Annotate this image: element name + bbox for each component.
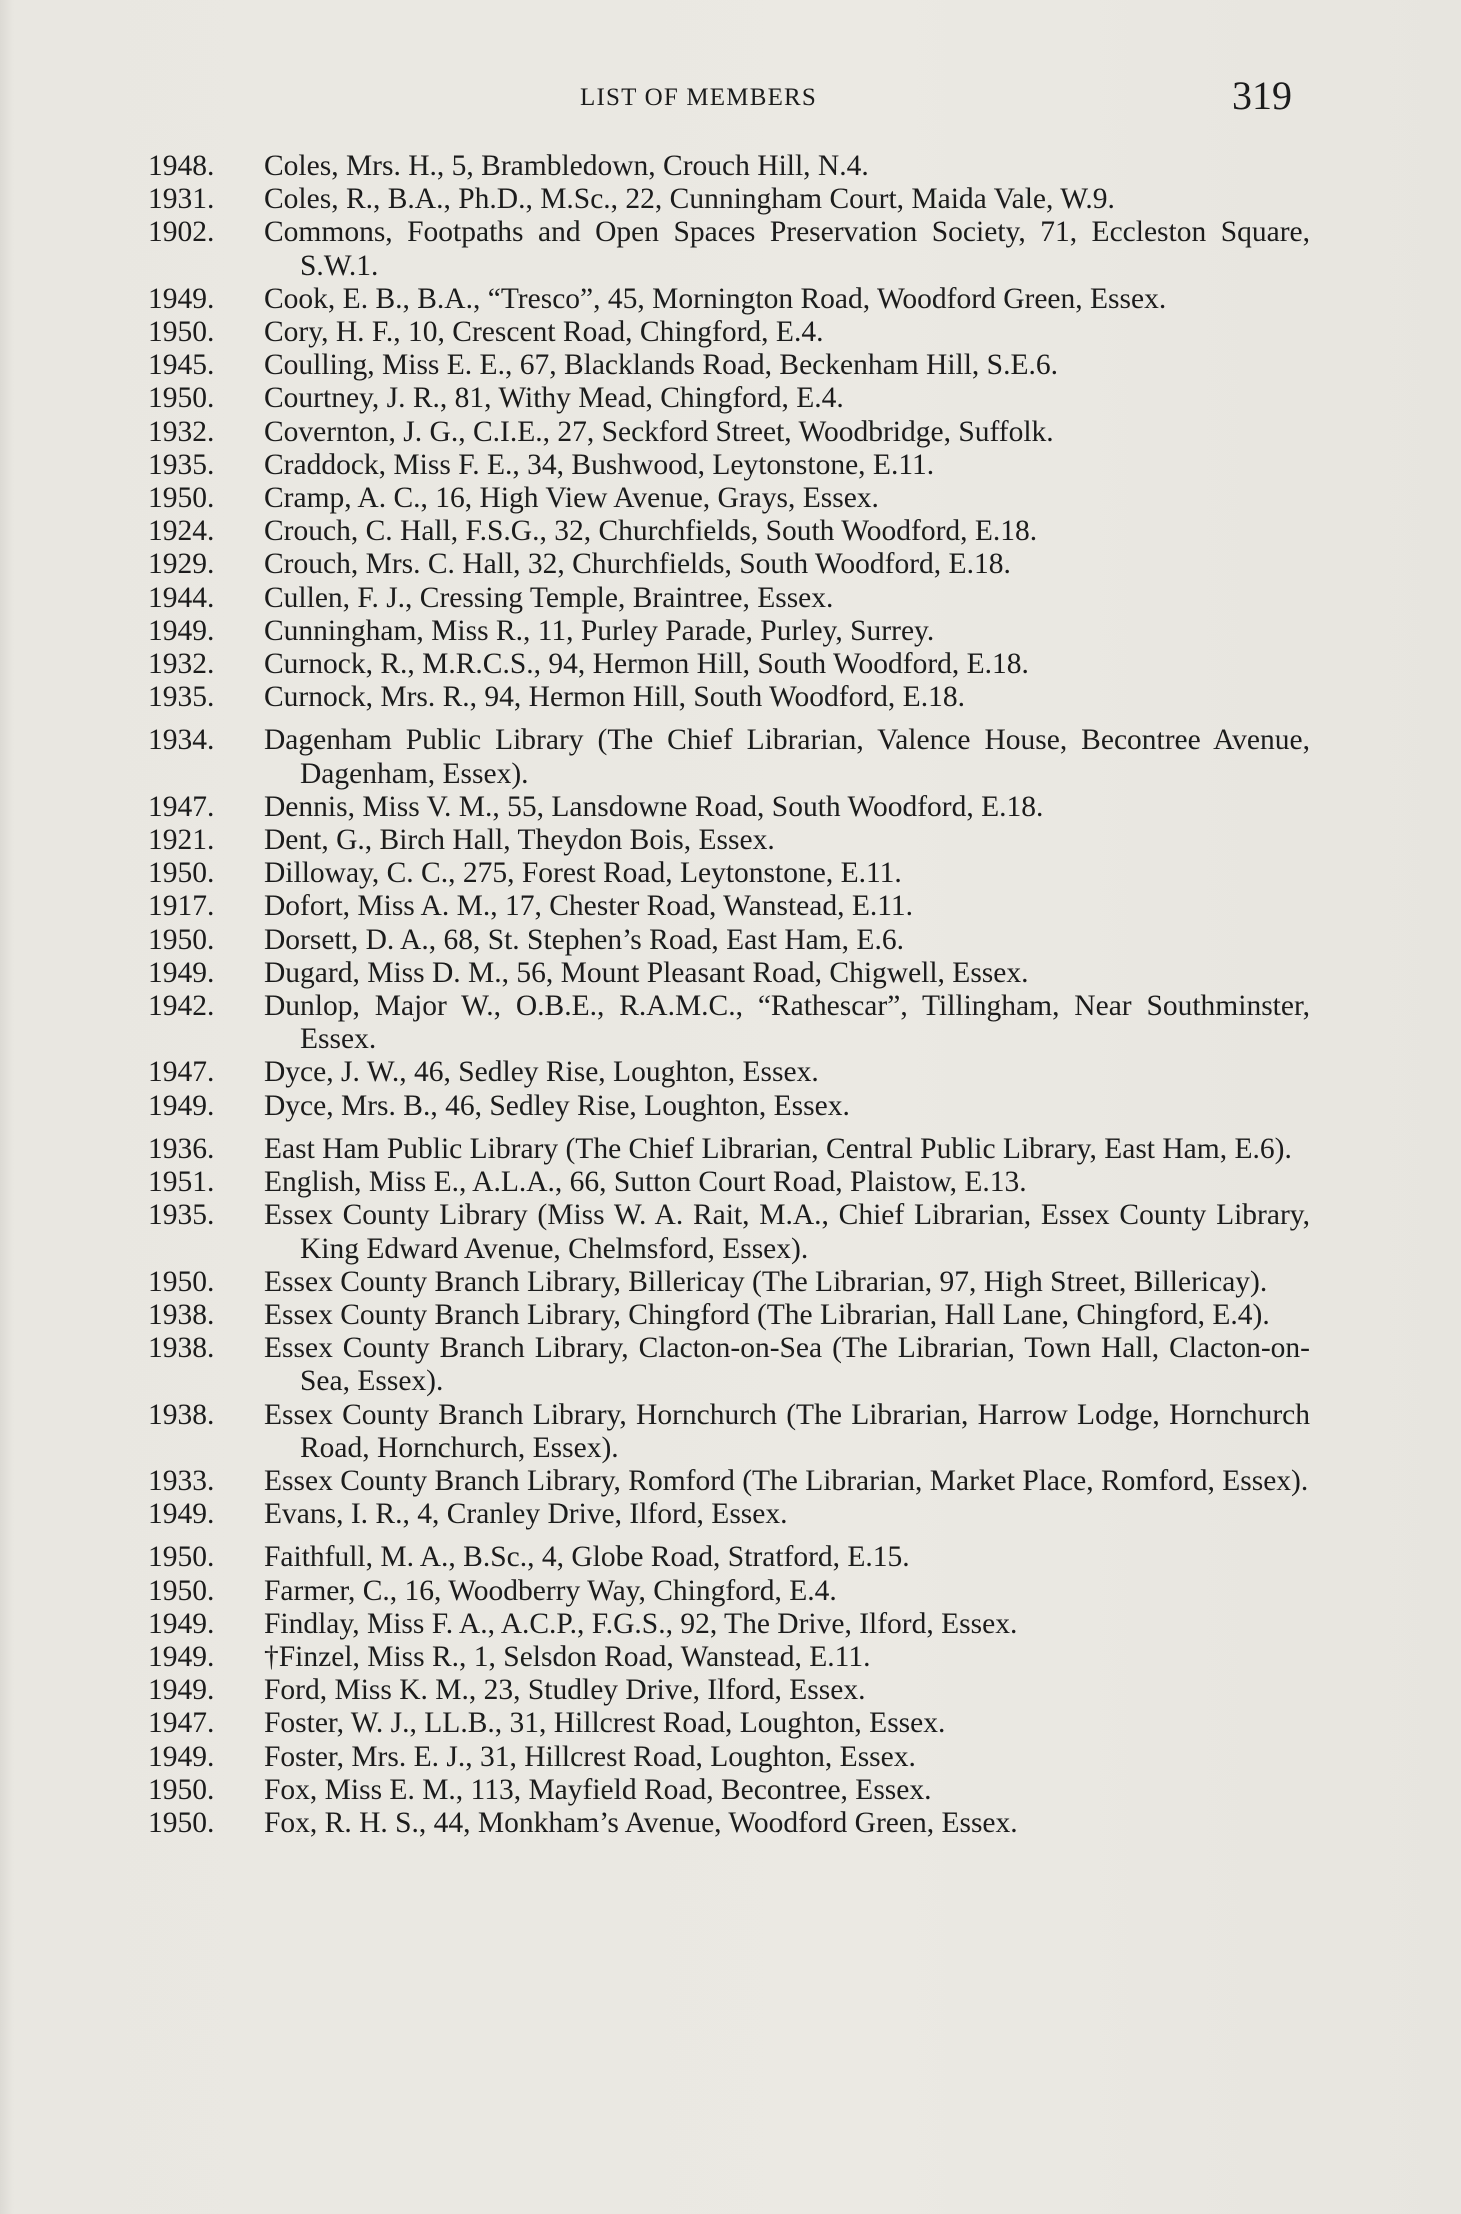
- member-year: 1929.: [148, 548, 215, 581]
- member-year: 1902.: [148, 216, 215, 249]
- members-list: [148, 150, 1310, 1840]
- member-details: Crouch, Mrs. C. Hall, 32, Churchfields, South Woodford, E.18.: [264, 548, 1011, 581]
- member-entry: [148, 857, 1310, 890]
- member-year: 1942.: [148, 990, 215, 1023]
- member-year: 1932.: [148, 415, 215, 448]
- member-entry: [148, 681, 1310, 714]
- member-year: 1949.: [148, 1674, 215, 1707]
- member-details: East Ham Public Library (The Chief Librarian, Central Public Library, East Ham, E.6).: [264, 1132, 1292, 1165]
- member-details: Cunningham, Miss R., 11, Purley Parade, Purley, Surrey.: [264, 614, 935, 647]
- member-details: Faithfull, M. A., B.Sc., 4, Globe Road, Stratford, E.15.: [264, 1541, 910, 1574]
- member-details: English, Miss E., A.L.A., 66, Sutton Court Road, Plaistow, E.13.: [264, 1166, 1027, 1199]
- member-details: Curnock, R., M.R.C.S., 94, Hermon Hill, South Woodford, E.18.: [264, 648, 1029, 681]
- member-entry: [148, 382, 1310, 415]
- member-entry: [148, 1399, 1310, 1465]
- member-details: Essex County Branch Library, Billericay (The Librarian, 97, High Street, Billericay).: [264, 1265, 1268, 1298]
- member-year: 1950.: [148, 382, 215, 415]
- member-entry: [148, 1575, 1310, 1608]
- member-entry: [148, 582, 1310, 615]
- member-details: Cullen, F. J., Cressing Temple, Braintree, Essex.: [264, 581, 834, 614]
- member-year: 1944.: [148, 581, 215, 614]
- member-entry: [148, 183, 1310, 216]
- member-entry: [148, 824, 1310, 857]
- member-entry: [148, 1199, 1310, 1265]
- member-entry: [148, 349, 1310, 382]
- member-year: 1949.: [148, 956, 215, 989]
- member-entry: [148, 957, 1310, 990]
- member-year: 1935.: [148, 681, 215, 714]
- member-details: Findlay, Miss F. A., A.C.P., F.G.S., 92, The Drive, Ilford, Essex.: [264, 1607, 1018, 1640]
- member-details: Dyce, Mrs. B., 46, Sedley Rise, Loughton, Essex.: [264, 1089, 850, 1122]
- member-entry: [148, 1774, 1310, 1807]
- member-year: 1949.: [148, 1607, 215, 1640]
- member-year: 1933.: [148, 1464, 215, 1497]
- member-year: 1950.: [148, 1574, 215, 1607]
- member-year: 1951.: [148, 1166, 215, 1199]
- member-details: †Finzel, Miss R., 1, Selsdon Road, Wanstead, E.11.: [264, 1640, 871, 1673]
- member-year: 1938.: [148, 1332, 215, 1365]
- member-details: Coles, R., B.A., Ph.D., M.Sc., 22, Cunningham Court, Maida Vale, W.9.: [264, 183, 1115, 216]
- member-entry: [148, 1741, 1310, 1774]
- member-year: 1924.: [148, 515, 215, 548]
- member-entry: [148, 515, 1310, 548]
- member-details: Dofort, Miss A. M., 17, Chester Road, Wanstead, E.11.: [264, 890, 914, 923]
- member-year: 1950.: [148, 1541, 215, 1574]
- member-year: 1949.: [148, 1089, 215, 1122]
- member-details: Coles, Mrs. H., 5, Brambledown, Crouch Hill, N.4.: [264, 150, 869, 182]
- member-year: 1950.: [148, 1806, 215, 1839]
- member-entry: [148, 283, 1310, 316]
- member-entry: [148, 724, 1310, 790]
- member-entry: [148, 1707, 1310, 1740]
- member-entry: [148, 1608, 1310, 1641]
- member-entry: [148, 449, 1310, 482]
- page-number: 319: [1232, 73, 1292, 118]
- member-year: 1931.: [148, 183, 215, 216]
- member-year: 1950.: [148, 482, 215, 515]
- member-year: 1932.: [148, 648, 215, 681]
- member-entry: [148, 1465, 1310, 1498]
- member-entry: [148, 150, 1310, 183]
- member-details: Essex County Branch Library, Romford (The Librarian, Market Place, Romford, Essex).: [264, 1464, 1309, 1497]
- member-entry: [148, 1090, 1310, 1123]
- member-entry: [148, 1541, 1310, 1574]
- member-entry: [148, 615, 1310, 648]
- member-details: Dilloway, C. C., 275, Forest Road, Leytonstone, E.11.: [264, 857, 902, 890]
- member-entry: [148, 1166, 1310, 1199]
- member-year: 1935.: [148, 448, 215, 481]
- member-details: Dugard, Miss D. M., 56, Mount Pleasant Road, Chigwell, Essex.: [264, 956, 1029, 989]
- member-year: 1921.: [148, 824, 215, 857]
- member-entry: [148, 1807, 1310, 1840]
- member-details: Essex County Branch Library, Hornchurch (The Librarian, Harrow Lodge, Hornchurch Road, Hornchurch, Essex).: [264, 1398, 1310, 1464]
- member-details: Fox, R. H. S., 44, Monkham’s Avenue, Woodford Green, Essex.: [264, 1806, 1018, 1839]
- member-entry: [148, 416, 1310, 449]
- member-entry: [148, 1674, 1310, 1707]
- member-year: 1949.: [148, 282, 215, 315]
- member-year: 1948.: [148, 150, 215, 182]
- member-details: Dagenham Public Library (The Chief Librarian, Valence House, Becontree Avenue, Dagenham, Essex).: [264, 724, 1310, 790]
- member-details: Dent, G., Birch Hall, Theydon Bois, Essex.: [264, 824, 775, 857]
- member-details: Covernton, J. G., C.I.E., 27, Seckford Street, Woodbridge, Suffolk.: [264, 415, 1054, 448]
- member-details: Evans, I. R., 4, Cranley Drive, Ilford, Essex.: [264, 1498, 788, 1531]
- member-details: Foster, Mrs. E. J., 31, Hillcrest Road, Loughton, Essex.: [264, 1740, 916, 1773]
- member-entry: [148, 1133, 1310, 1166]
- member-details: Essex County Branch Library, Clacton-on-Sea (The Librarian, Town Hall, Clacton-on-Sea, Essex).: [264, 1332, 1310, 1398]
- member-year: 1949.: [148, 1740, 215, 1773]
- member-entry: [148, 890, 1310, 923]
- member-year: 1949.: [148, 1498, 215, 1531]
- member-entry: [148, 1498, 1310, 1531]
- member-year: 1945.: [148, 349, 215, 382]
- member-details: Dyce, J. W., 46, Sedley Rise, Loughton, Essex.: [264, 1056, 819, 1089]
- member-details: Craddock, Miss F. E., 34, Bushwood, Leytonstone, E.11.: [264, 448, 935, 481]
- member-entry: [148, 316, 1310, 349]
- member-year: 1947.: [148, 1056, 215, 1089]
- member-entry: [148, 648, 1310, 681]
- member-year: 1950.: [148, 1265, 215, 1298]
- member-details: Cook, E. B., B.A., “Tresco”, 45, Mornington Road, Woodford Green, Essex.: [264, 282, 1167, 315]
- member-year: 1949.: [148, 614, 215, 647]
- member-details: Courtney, J. R., 81, Withy Mead, Chingford, E.4.: [264, 382, 844, 415]
- member-entry: [148, 924, 1310, 957]
- running-title: LIST OF MEMBERS: [580, 84, 818, 111]
- member-details: Farmer, C., 16, Woodberry Way, Chingford, E.4.: [264, 1574, 837, 1607]
- member-details: Coulling, Miss E. E., 67, Blacklands Road, Beckenham Hill, S.E.6.: [264, 349, 1058, 382]
- member-entry: [148, 1332, 1310, 1398]
- member-year: 1950.: [148, 1773, 215, 1806]
- member-details: Dennis, Miss V. M., 55, Lansdowne Road, South Woodford, E.18.: [264, 790, 1044, 823]
- member-details: Crouch, C. Hall, F.S.G., 32, Churchfields, South Woodford, E.18.: [264, 515, 1038, 548]
- member-details: Curnock, Mrs. R., 94, Hermon Hill, South Woodford, E.18.: [264, 681, 965, 714]
- member-entry: [148, 990, 1310, 1056]
- member-details: Dorsett, D. A., 68, St. Stephen’s Road, East Ham, E.6.: [264, 923, 904, 956]
- member-entry: [148, 482, 1310, 515]
- member-year: 1934.: [148, 724, 215, 757]
- member-entry: [148, 1056, 1310, 1089]
- member-details: Commons, Footpaths and Open Spaces Preservation Society, 71, Eccleston Square, S.W.1.: [264, 216, 1310, 282]
- member-year: 1917.: [148, 890, 215, 923]
- member-year: 1950.: [148, 923, 215, 956]
- member-entry: [148, 548, 1310, 581]
- member-details: Foster, W. J., LL.B., 31, Hillcrest Road, Loughton, Essex.: [264, 1707, 946, 1740]
- member-details: Cory, H. F., 10, Crescent Road, Chingford, E.4.: [264, 316, 824, 349]
- member-details: Fox, Miss E. M., 113, Mayfield Road, Becontree, Essex.: [264, 1773, 932, 1806]
- member-year: 1938.: [148, 1398, 215, 1431]
- member-entry: [148, 791, 1310, 824]
- member-details: Essex County Library (Miss W. A. Rait, M.A., Chief Librarian, Essex County Library, King Edward Avenue, Chelmsford, Essex).: [264, 1199, 1310, 1265]
- member-year: 1950.: [148, 316, 215, 349]
- member-entry: [148, 216, 1310, 282]
- member-year: 1947.: [148, 790, 215, 823]
- member-year: 1938.: [148, 1298, 215, 1331]
- member-details: Dunlop, Major W., O.B.E., R.A.M.C., “Rathescar”, Tillingham, Near Southminster, Essex.: [264, 990, 1310, 1056]
- member-entry: [148, 1299, 1310, 1332]
- member-details: Cramp, A. C., 16, High View Avenue, Grays, Essex.: [264, 482, 879, 515]
- member-entry: [148, 1266, 1310, 1299]
- member-year: 1935.: [148, 1199, 215, 1232]
- member-entry: [148, 1641, 1310, 1674]
- member-details: Essex County Branch Library, Chingford (The Librarian, Hall Lane, Chingford, E.4).: [264, 1298, 1270, 1331]
- member-details: Ford, Miss K. M., 23, Studley Drive, Ilford, Essex.: [264, 1674, 866, 1707]
- member-year: 1950.: [148, 857, 215, 890]
- member-year: 1947.: [148, 1707, 215, 1740]
- member-year: 1949.: [148, 1640, 215, 1673]
- member-year: 1936.: [148, 1132, 215, 1165]
